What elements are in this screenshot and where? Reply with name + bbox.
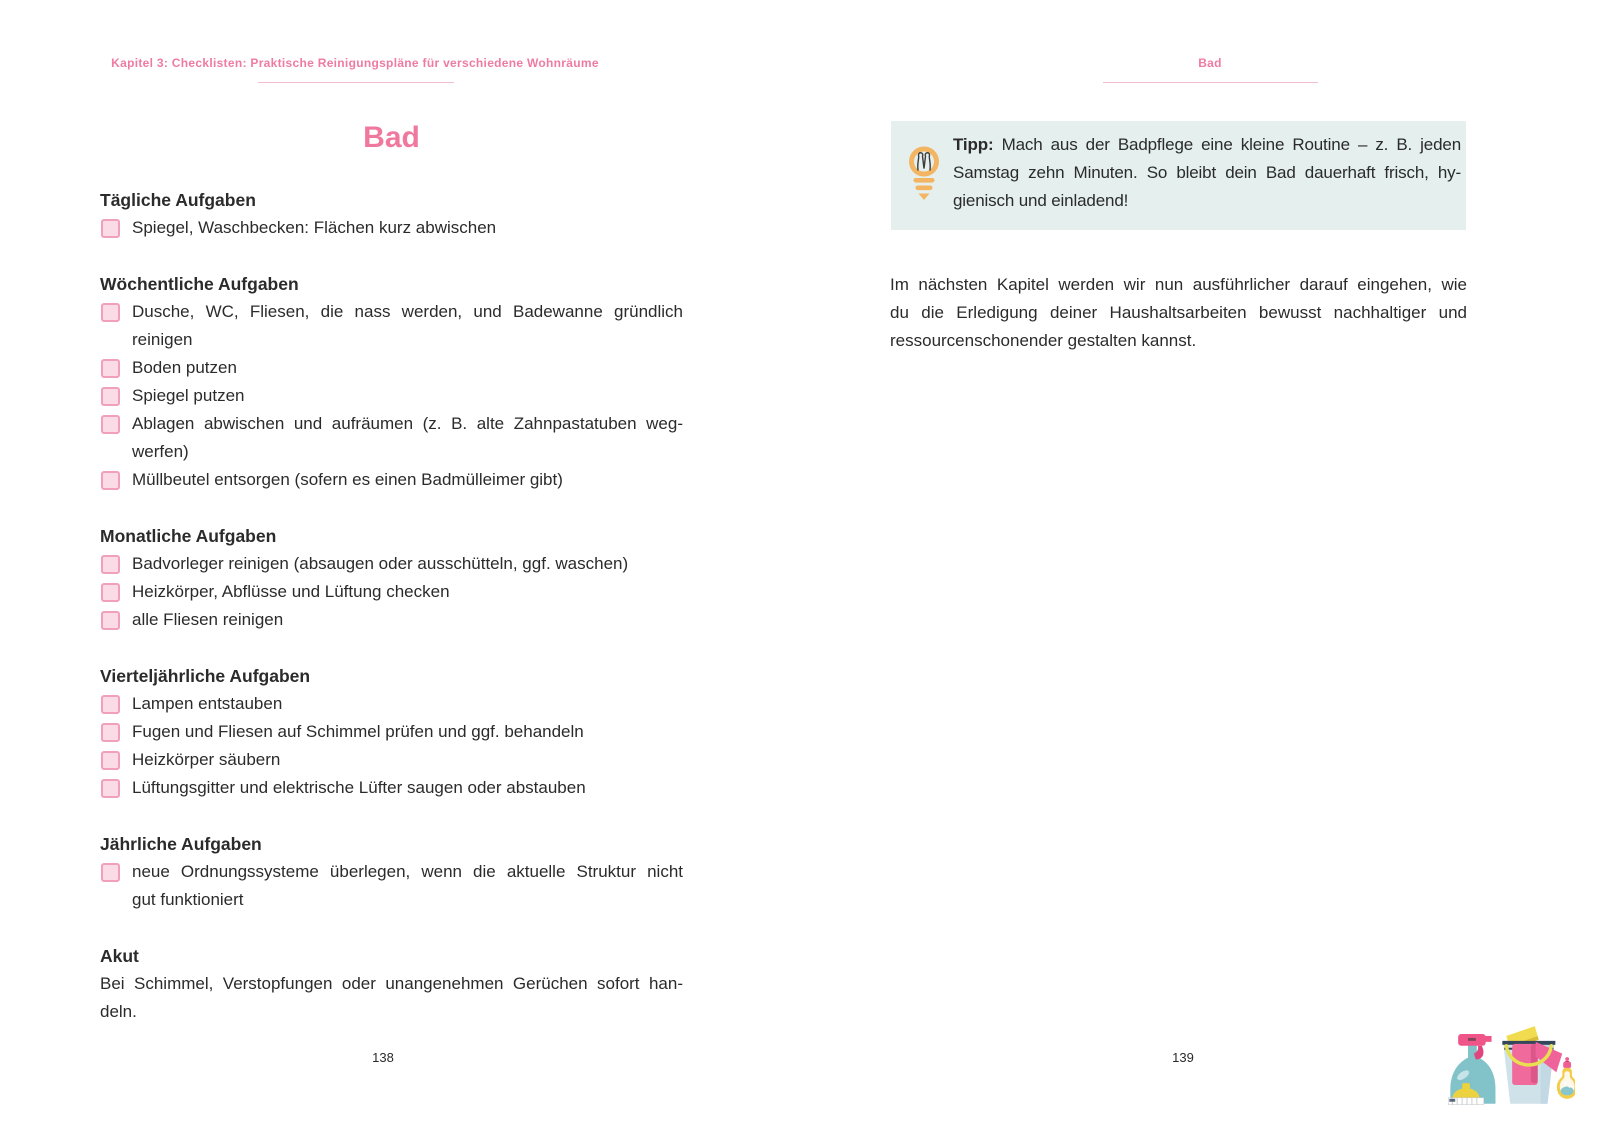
- list-item: [100, 466, 683, 494]
- tip-label: Tipp:: [953, 135, 994, 154]
- section-daily: [100, 186, 683, 242]
- section-heading: Wöchentliche Aufgaben: [100, 274, 299, 294]
- checkbox[interactable]: [101, 555, 120, 574]
- checkbox[interactable]: [101, 863, 120, 882]
- checkbox[interactable]: [101, 695, 120, 714]
- list-item: [100, 382, 683, 410]
- list-item: [100, 410, 683, 466]
- tip-line: Tipp: Mach aus der Badpflege eine kleine Routine – z. B. jeden: [953, 135, 1461, 154]
- checkbox[interactable]: [101, 751, 120, 770]
- section-monthly: [100, 522, 683, 634]
- page-title: Bad: [363, 121, 420, 154]
- section-heading: Monatliche Aufgaben: [100, 526, 277, 546]
- checkbox[interactable]: [101, 359, 120, 378]
- checkbox[interactable]: [101, 779, 120, 798]
- item-text: [132, 718, 683, 746]
- item-line: Heizkörper säubern: [132, 750, 281, 769]
- list-item: [100, 858, 683, 914]
- item-text: [132, 746, 683, 774]
- checkbox[interactable]: [101, 611, 120, 630]
- item-text: [132, 578, 683, 606]
- section-yearly: [100, 830, 683, 914]
- page-number-right: 139: [1172, 1050, 1194, 1065]
- item-line: Lüftungsgitter und elektrische Lüfter saugen oder abstauben: [132, 778, 586, 797]
- page-number-left: 138: [372, 1050, 394, 1065]
- item-text: [132, 214, 683, 242]
- item-line: alle Fliesen reinigen: [132, 610, 284, 629]
- paragraph-line: Im nächsten Kapitel werden wir nun ausführlicher darauf eingehen, wie: [890, 275, 1467, 294]
- running-head-right: Bad: [1198, 56, 1222, 70]
- item-line: neue Ordnungssysteme überlegen, wenn die aktuelle Struktur nicht: [132, 862, 683, 881]
- item-line: Boden putzen: [132, 358, 237, 377]
- list-item: [100, 354, 683, 382]
- item-line: Dusche, WC, Fliesen, die nass werden, und Badewanne gründlich: [132, 302, 683, 321]
- tip-line: Samstag zehn Minuten. So bleibt dein Bad dauerhaft frisch, hy-: [953, 163, 1461, 182]
- item-text: [132, 354, 683, 382]
- body-paragraph: [890, 271, 1467, 355]
- list-item: [100, 718, 683, 746]
- running-head-rule-right: [1103, 82, 1318, 83]
- item-line: Spiegel putzen: [132, 386, 245, 405]
- checkbox[interactable]: [101, 387, 120, 406]
- tip-box: [891, 121, 1466, 230]
- item-line: Spiegel, Waschbecken: Flächen kurz abwischen: [132, 218, 497, 237]
- paragraph-line: ressourcenschonender gestalten kannst.: [890, 331, 1197, 350]
- item-line: Lampen entstauben: [132, 694, 283, 713]
- section-heading: Tägliche Aufgaben: [100, 190, 256, 210]
- section-heading: Jährliche Aufgaben: [100, 834, 262, 854]
- checkbox[interactable]: [101, 219, 120, 238]
- item-line: Badvorleger reinigen (absaugen oder ausschütteln, ggf. waschen): [132, 554, 629, 573]
- list-item: [100, 690, 683, 718]
- bathroom-checklist: [100, 186, 683, 1026]
- item-text: [132, 550, 683, 578]
- section-weekly: [100, 270, 683, 494]
- checkbox[interactable]: [101, 303, 120, 322]
- item-text: [132, 606, 683, 634]
- section-heading: Vierteljährliche Aufgaben: [100, 666, 311, 686]
- cleaning-supplies-illustration: [1413, 1014, 1575, 1108]
- list-item: [100, 746, 683, 774]
- list-item: [100, 774, 683, 802]
- tip-text: [953, 131, 1461, 215]
- list-item: [100, 298, 683, 354]
- running-head-left: Kapitel 3: Checklisten: Praktische Reinigungspläne für verschiedene Wohnräume: [111, 56, 599, 70]
- section-heading: Akut: [100, 946, 139, 966]
- item-line: Heizkörper, Abflüsse und Lüftung checken: [132, 582, 450, 601]
- list-item: [100, 550, 683, 578]
- item-line: Fugen und Fliesen auf Schimmel prüfen und ggf. behandeln: [132, 722, 584, 741]
- checkbox[interactable]: [101, 583, 120, 602]
- lightbulb-icon: [904, 136, 944, 216]
- item-text: [132, 298, 683, 354]
- section-quarterly: [100, 662, 683, 802]
- item-text: [132, 858, 683, 914]
- item-text: [132, 774, 683, 802]
- checkbox[interactable]: [101, 723, 120, 742]
- section-acute: [100, 942, 683, 1026]
- item-line: reinigen: [132, 330, 193, 349]
- running-head-rule-left: [258, 82, 454, 83]
- paragraph-line: du die Erledigung deiner Haushaltsarbeiten bewusst nachhaltiger und: [890, 303, 1467, 322]
- body-line: deln.: [100, 1002, 137, 1021]
- item-text: [132, 690, 683, 718]
- list-item: [100, 214, 683, 242]
- list-item: [100, 578, 683, 606]
- checkbox[interactable]: [101, 415, 120, 434]
- item-line: werfen): [132, 442, 189, 461]
- item-line: gut funktioniert: [132, 890, 244, 909]
- checkbox[interactable]: [101, 471, 120, 490]
- item-text: [132, 382, 683, 410]
- item-line: Müllbeutel entsorgen (sofern es einen Badmülleimer gibt): [132, 470, 563, 489]
- item-text: [132, 410, 683, 466]
- body-line: Bei Schimmel, Verstopfungen oder unangenehmen Gerüchen sofort han-: [100, 974, 683, 993]
- item-text: [132, 466, 683, 494]
- list-item: [100, 606, 683, 634]
- soap-bottle-icon: [1557, 1057, 1575, 1099]
- item-line: Ablagen abwischen und aufräumen (z. B. alte Zahnpastatuben weg-: [132, 414, 683, 433]
- tip-line: gienisch und einladend!: [953, 191, 1129, 210]
